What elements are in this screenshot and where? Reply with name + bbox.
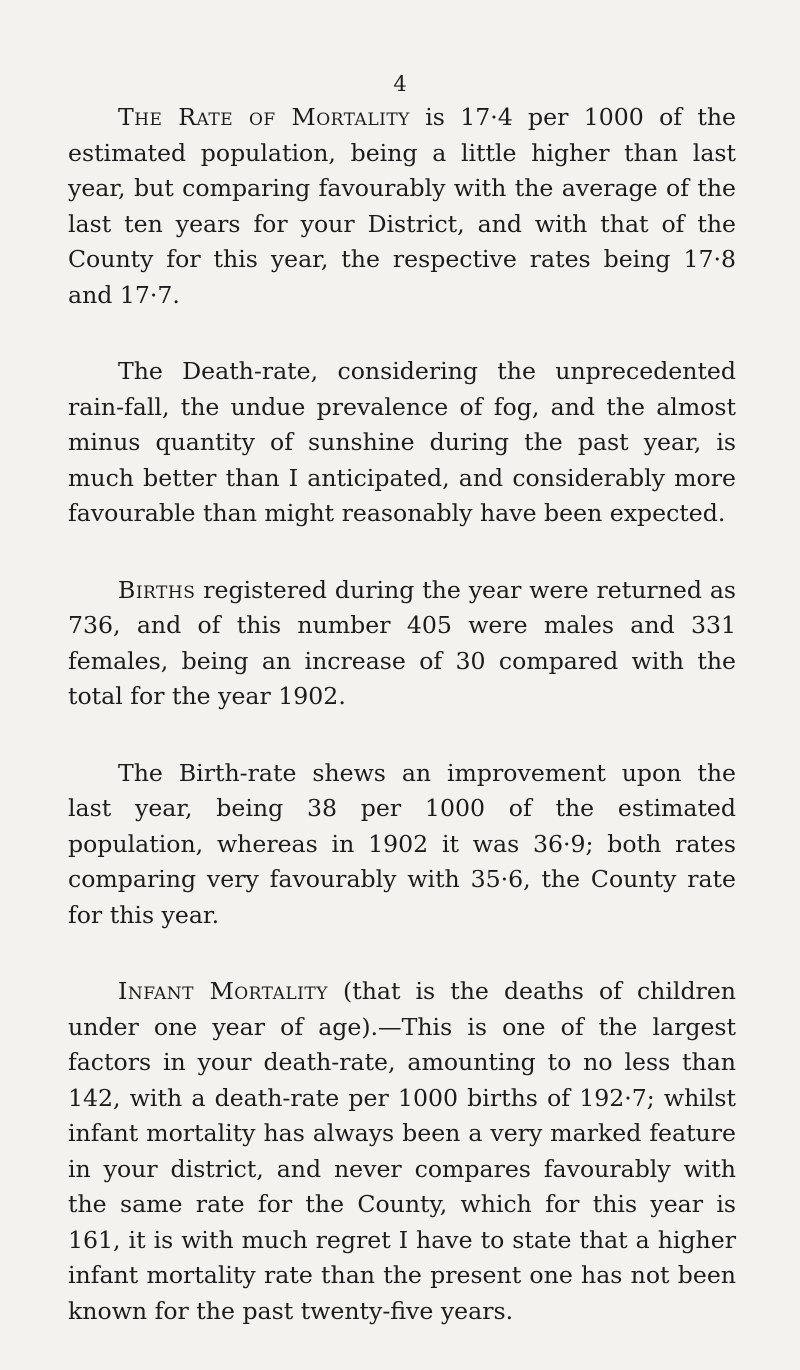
paragraph-death-rate: [68, 354, 736, 532]
paragraph-text: is 17·4 per 1000 of the estimated population, being a little higher than last year, but comparing favourably with the average of the last ten years for your District, and with that of the County for this year, the respective rates being 17·8 and 17·7.: [68, 103, 736, 309]
paragraph-infant-mortality: [68, 974, 736, 1329]
paragraph-text: registered during the year were returned as 736, and of this number 405 were males and 331 females, being an increase of 30 compared with the total for the year 1902.: [68, 575, 736, 710]
section-heading-births: Births: [118, 575, 196, 604]
body-text: [68, 100, 736, 1370]
paragraph-rate-of-mortality: [68, 100, 736, 313]
paragraph-text: The Death-rate, considering the unprecedented rain-fall, the undue prevalence of fog, and the almost minus quantity of sunshine during the past year, is much better than I anticipated, and considerably more favourable than might reasonably have been expected.: [68, 357, 736, 527]
section-heading-rate-of-mortality: The Rate of Mortality: [118, 103, 410, 131]
paragraph-text: The Birth-rate shews an improvement upon the last year, being 38 per 1000 of the estimated population, whereas in 1902 it was 36·9; both rates comparing very favourably with 35·6, the County rate for this year.: [68, 758, 736, 929]
paragraph-births: [68, 573, 736, 715]
page-number: 4: [393, 72, 407, 96]
paragraph-text: (that is the deaths of children under one year of age).—This is one of the largest factors in your death-rate, amounting to no less than 142, with a death-rate per 1000 births of 192·7; whilst infant mortality has always been a very marked feature in your district, and never compares favourably with the same rate for the County, which for this year is 161, it is with much regret I have to state that a higher infant mortality rate than the present one has not been known for the past twenty-five years.: [68, 977, 736, 1325]
section-heading-infant-mortality: Infant Mortality: [118, 977, 328, 1005]
paragraph-birth-rate: [68, 756, 736, 934]
